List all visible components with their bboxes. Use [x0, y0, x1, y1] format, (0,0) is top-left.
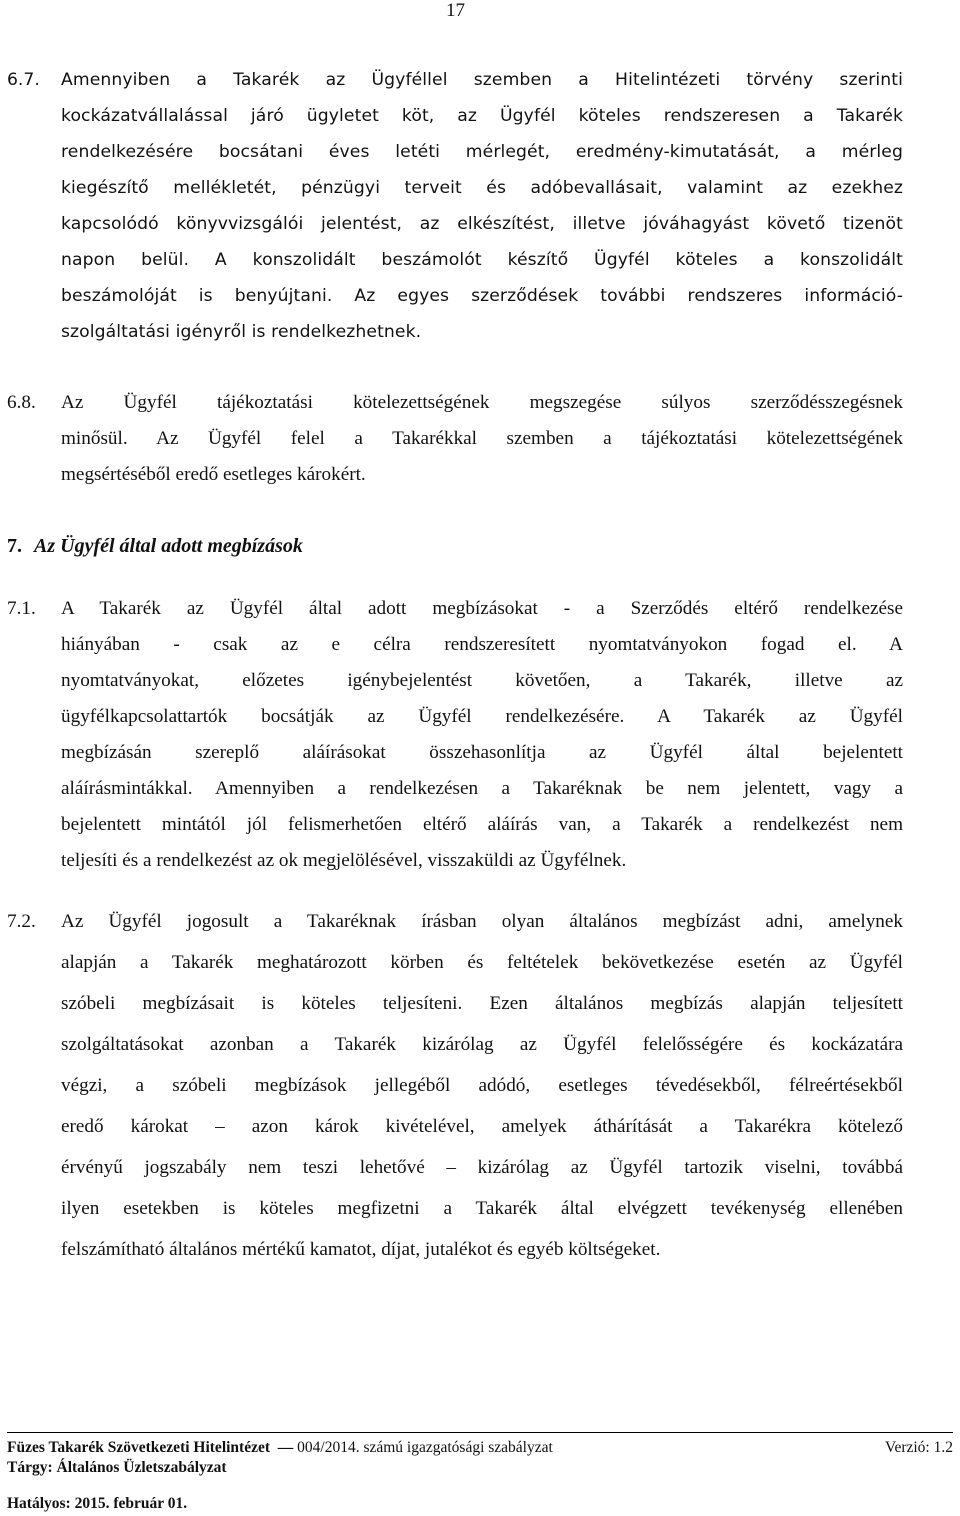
text-line: szolgáltatási igényről is rendelkezhetnek. [61, 322, 422, 342]
text-line: aláírásmintákkal. Amennyiben a rendelkezésen a Takaréknak be nem jelentett, vagy a [61, 778, 903, 799]
page-number: 17 [446, 0, 465, 21]
text-line: kiegészítő mellékletét, pénzügyi terveit és adóbevallásait, valamint az ezekhez [61, 178, 903, 198]
text-line: Amennyiben a Takarék az Ügyféllel szemben a Hitelintézeti törvény szerinti [61, 70, 903, 90]
text-line: hiányában - csak az e célra rendszeresített nyomtatványokon fogad el. A [61, 634, 903, 655]
footer [7, 1438, 953, 1478]
text-line: eredő károkat – azon károk kivételével, amelyek áthárítását a Takarékra kötelező [61, 1116, 903, 1137]
heading-title: Az Ügyfél által adott megbízások [34, 535, 303, 557]
text-line: szolgáltatásokat azonban a Takarék kizárólag az Ügyfél felelősségére és kockázatára [61, 1034, 903, 1055]
section-6-8 [7, 385, 903, 493]
text-line: érvényű jogszabály nem teszi lehetővé – kizárólag az Ügyfél tartozik viselni, továbbá [61, 1157, 903, 1178]
footer-effective: Hatályos: 2015. február 01. [7, 1495, 188, 1512]
section-heading-7 [7, 528, 303, 564]
text-line: kockázatvállalással járó ügyletet köt, az Ügyfél köteles rendszeresen a Takarék [61, 106, 903, 126]
section-7-1 [7, 591, 903, 879]
text-line: Az Ügyfél tájékoztatási kötelezettségének megszegése súlyos szerződésszegésnek [61, 392, 903, 413]
footer-regulation: 004/2014. számú igazgatósági szabályzat [297, 1439, 553, 1456]
text-line: kapcsolódó könyvvizsgálói jelentést, az elkészítést, illetve jóváhagyást követő tizenöt [61, 214, 903, 234]
text-line: felszámítható általános mértékű kamatot, díjat, jutalékot és egyéb költségeket. [61, 1239, 661, 1260]
section-number: 7.1. [7, 598, 36, 619]
text-line: végzi, a szóbeli megbízások jellegéből adódó, esetleges tévedésekből, félreértésekből [61, 1075, 903, 1096]
section-7-2 [7, 904, 903, 1273]
text-line: ügyfélkapcsolattartók bocsátják az Ügyfél rendelkezésére. A Takarék az Ügyfél [61, 706, 903, 727]
text-line: szóbeli megbízásait is köteles teljesíteni. Ezen általános megbízás alapján teljesített [61, 993, 903, 1014]
text-line: nyomtatványokat, előzetes igénybejelentést követően, a Takarék, illetve az [61, 670, 903, 691]
footer-line-1 [7, 1438, 953, 1458]
text-line: ilyen esetekben is köteles megfizetni a Takarék által elvégzett tevékenység ellenében [61, 1198, 903, 1219]
text-line: minősül. Az Ügyfél felel a Takarékkal szemben a tájékoztatási kötelezettségének [61, 428, 903, 449]
section-number: 6.8. [7, 392, 36, 413]
footer-dash: — [273, 1439, 298, 1456]
heading-number: 7. [7, 535, 22, 557]
text-line: napon belül. A konszolidált beszámolót készítő Ügyfél köteles a konszolidált [61, 250, 903, 270]
footer-subject: Tárgy: Általános Üzletszabályzat [7, 1459, 227, 1476]
footer-organization: Füzes Takarék Szövetkezeti Hitelintézet [7, 1439, 271, 1456]
text-line: Az Ügyfél jogosult a Takaréknak írásban olyan általános megbízást adni, amelynek [61, 911, 903, 932]
text-line: beszámolóját is benyújtani. Az egyes szerződések további rendszeres információ- [61, 286, 903, 306]
section-6-7 [7, 62, 903, 350]
text-line: megbízásán szereplő aláírásokat összehasonlítja az Ügyfél által bejelentett [61, 742, 903, 763]
text-line: megsértéséből eredő esetleges károkért. [61, 464, 366, 485]
footer-version: Verzió: 1.2 [884, 1439, 953, 1456]
text-line: alapján a Takarék meghatározott körben és feltételek bekövetkezése esetén az Ügyfél [61, 952, 903, 973]
text-line: teljesíti és a rendelkezést az ok megjelölésével, visszaküldi az Ügyfélnek. [61, 850, 627, 871]
text-line: bejelentett mintától jól felismerhetően eltérő aláírás van, a Takarék a rendelkezést nem [61, 814, 903, 835]
text-line: rendelkezésére bocsátani éves letéti mérlegét, eredmény-kimutatását, a mérleg [61, 142, 903, 162]
section-number: 6.7. [7, 70, 40, 90]
footer-divider [7, 1432, 953, 1433]
section-number: 7.2. [7, 911, 36, 932]
text-line: A Takarék az Ügyfél által adott megbízásokat - a Szerződés eltérő rendelkezése [61, 598, 903, 619]
